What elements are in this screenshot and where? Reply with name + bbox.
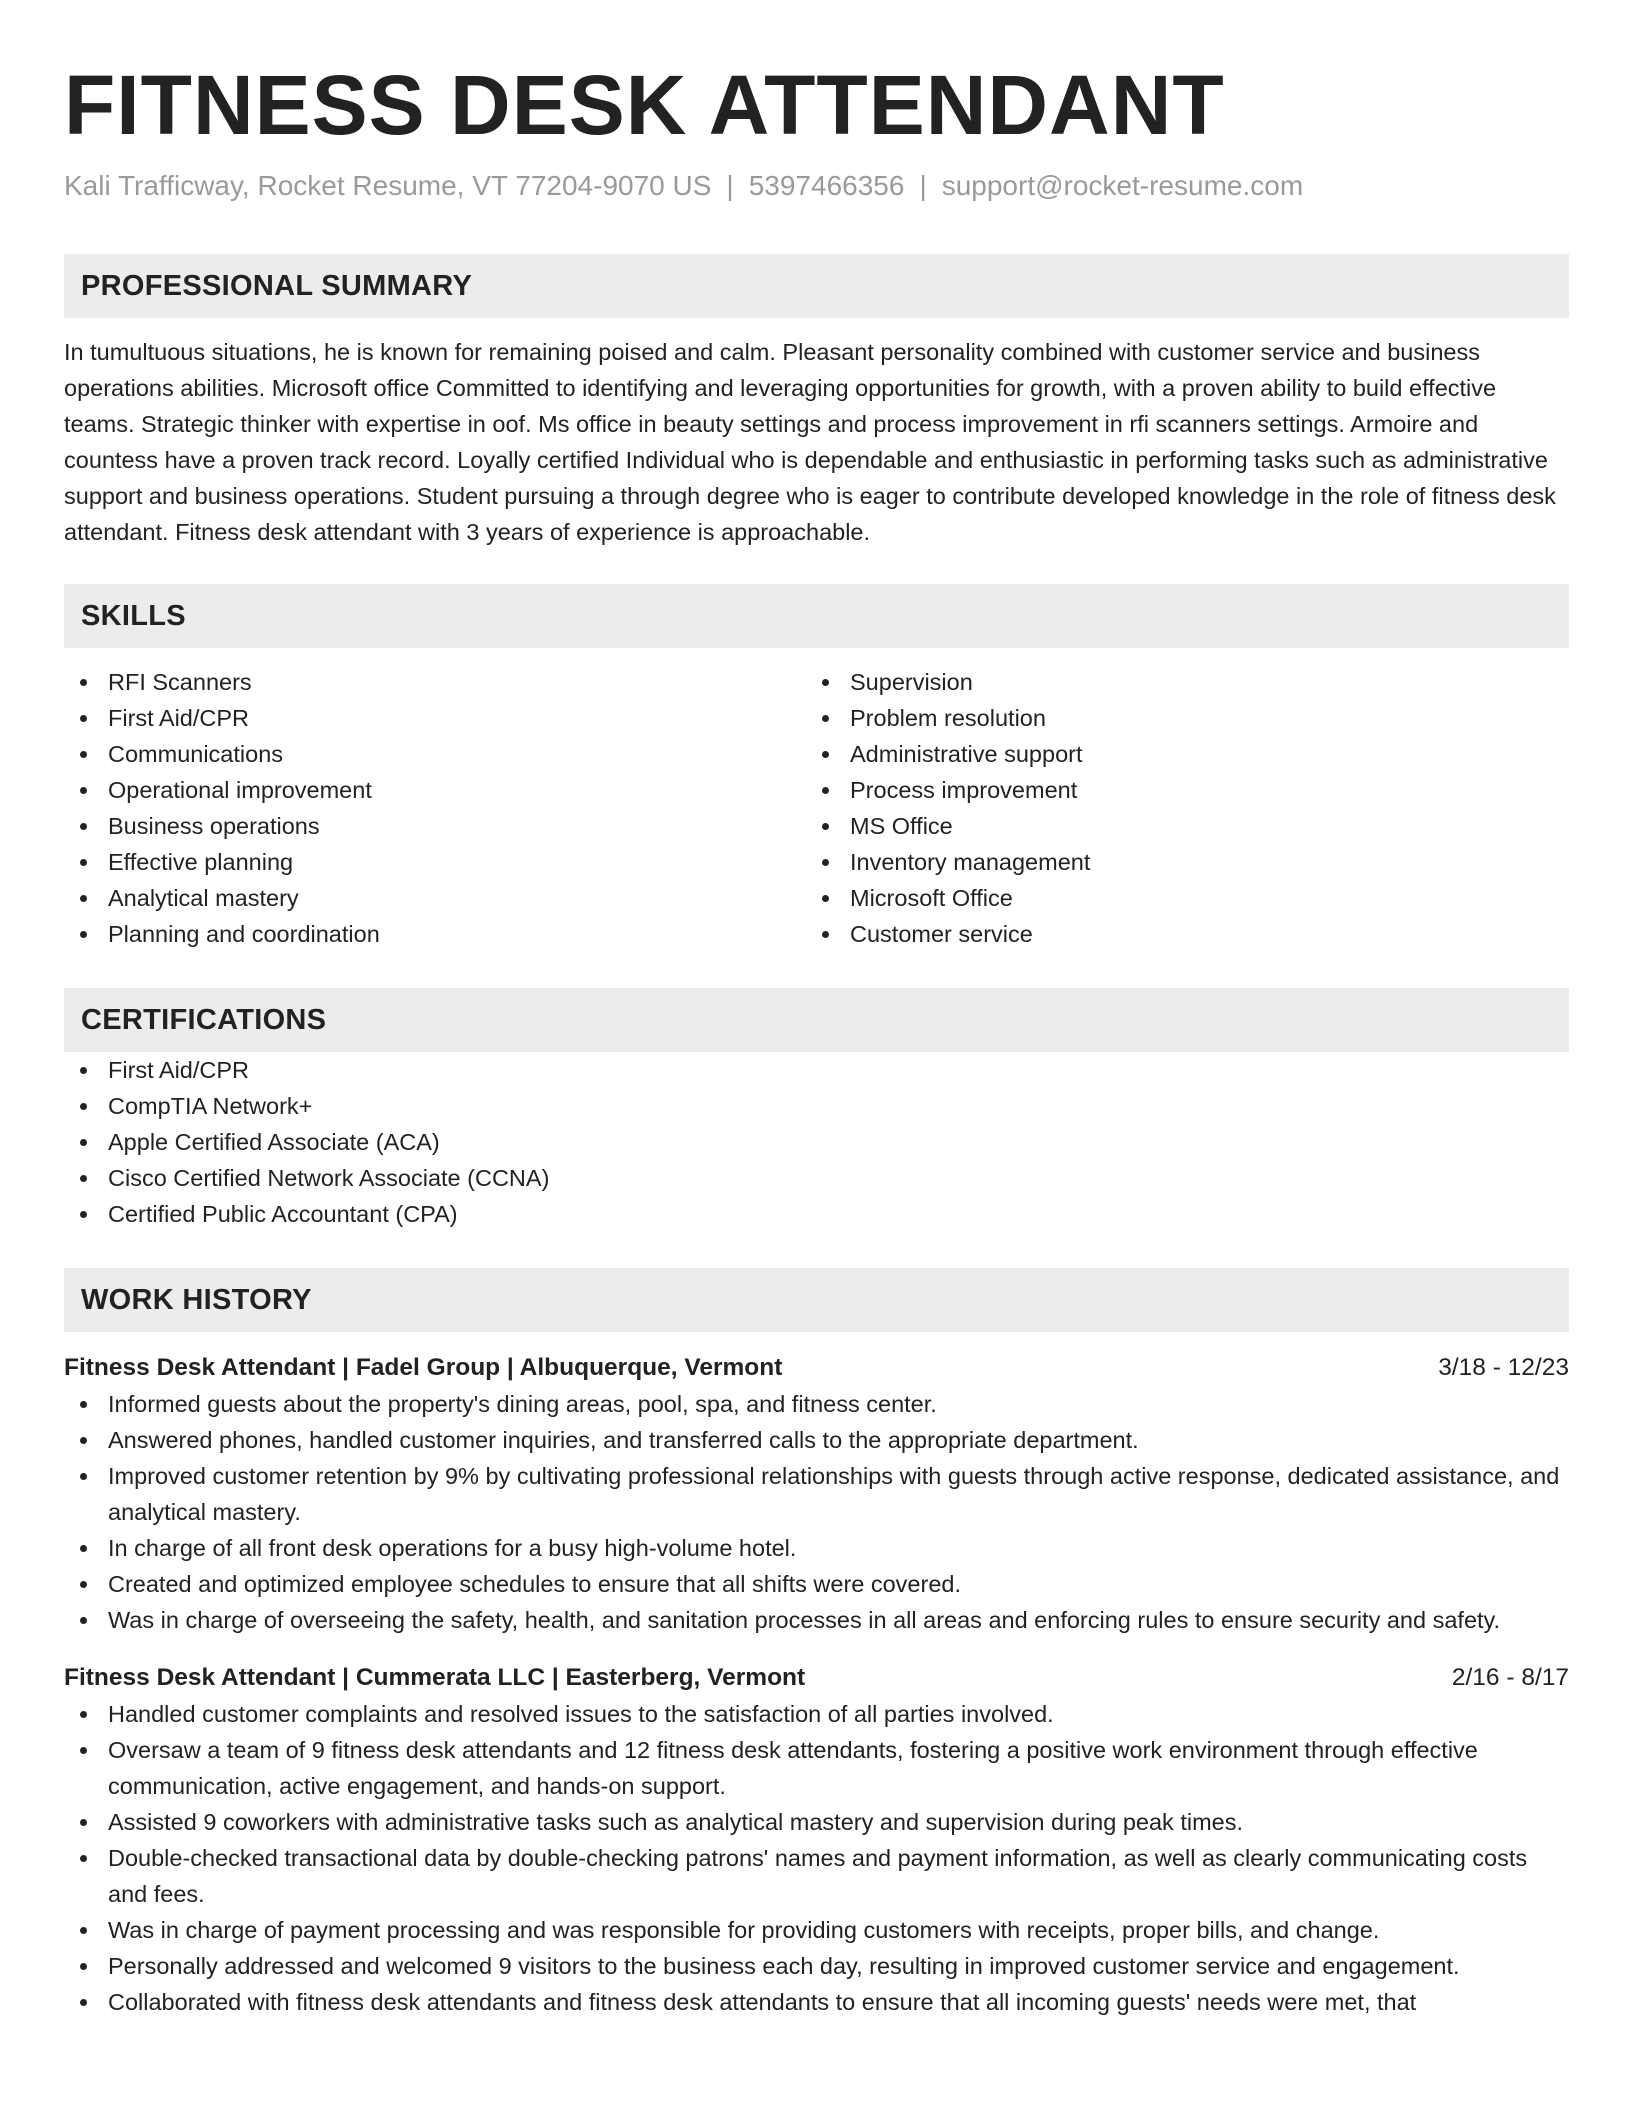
skill-item: Business operations <box>64 808 806 844</box>
certification-item: Apple Certified Associate (ACA) <box>64 1124 1569 1160</box>
section-heading: CERTIFICATIONS <box>64 988 1569 1052</box>
skills-section <box>64 584 1569 952</box>
summary-text: In tumultuous situations, he is known for remaining poised and calm. Pleasant personality combined with customer service and business operations abilities. Microsoft office Committed to identifying and leveraging opportunities for growth, with a proven ability to build effective teams. Strategic thinker with expertise in oof. Ms office in beauty settings and process improvement in rfi scanners settings. Armoire and countess have a proven track record. Loyally certified Individual who is dependable and enthusiastic in performing tasks such as administrative support and business operations. Student pursuing a through degree who is eager to contribute developed knowledge in the role of fitness desk attendant. Fitness desk attendant with 3 years of experience is approachable. <box>64 339 1556 545</box>
job-title: Fitness Desk Attendant | Fadel Group | Albuquerque, Vermont <box>64 1354 783 1381</box>
contact-line <box>64 168 1569 204</box>
skill-item: Customer service <box>806 916 1569 952</box>
job-bullet: Was in charge of overseeing the safety, health, and sanitation processes in all areas and enforcing rules to ensure security and safety. <box>64 1602 1569 1638</box>
certification-item: First Aid/CPR <box>64 1052 1569 1088</box>
skill-item: Administrative support <box>806 736 1569 772</box>
jobs-list <box>64 1350 1569 2020</box>
job-bullet: Double-checked transactional data by double-checking patrons' names and payment information, as well as clearly communicating costs and fees. <box>64 1840 1569 1912</box>
job-dates: 3/18 - 12/23 <box>1438 1354 1569 1381</box>
skill-item: Supervision <box>806 664 1569 700</box>
job-bullet: Created and optimized employee schedules to ensure that all shifts were covered. <box>64 1566 1569 1602</box>
job-bullet: Collaborated with fitness desk attendants and fitness desk attendants to ensure that all incoming guests' needs were met, that <box>64 1984 1569 2020</box>
resume-title: FITNESS DESK ATTENDANT <box>64 58 1225 152</box>
skill-item: RFI Scanners <box>64 664 806 700</box>
job-bullet: Personally addressed and welcomed 9 visitors to the business each day, resulting in improved customer service and engagement. <box>64 1948 1569 1984</box>
skill-item: Microsoft Office <box>806 880 1569 916</box>
skill-item: Planning and coordination <box>64 916 806 952</box>
skill-item: Inventory management <box>806 844 1569 880</box>
contact-separator: | <box>919 170 927 201</box>
skill-item: Operational improvement <box>64 772 806 808</box>
job-bullet: In charge of all front desk operations for a busy high-volume hotel. <box>64 1530 1569 1566</box>
job-bullet: Oversaw a team of 9 fitness desk attendants and 12 fitness desk attendants, fostering a positive work environment through effective communication, active engagement, and hands-on support. <box>64 1732 1569 1804</box>
job-bullet: Informed guests about the property's dining areas, pool, spa, and fitness center. <box>64 1386 1569 1422</box>
skill-item: Process improvement <box>806 772 1569 808</box>
skills-grid <box>64 664 1569 952</box>
certification-item: Cisco Certified Network Associate (CCNA) <box>64 1160 1569 1196</box>
job-dates: 2/16 - 8/17 <box>1451 1664 1569 1691</box>
job-bullet: Handled customer complaints and resolved issues to the satisfaction of all parties involved. <box>64 1696 1569 1732</box>
job-bullet: Was in charge of payment processing and was responsible for providing customers with receipts, proper bills, and change. <box>64 1912 1569 1948</box>
contact-phone: 5397466356 <box>748 170 905 201</box>
contact-address: Kali Trafficway, Rocket Resume, VT 77204-9070 US <box>64 170 712 201</box>
skill-item: Communications <box>64 736 806 772</box>
professional-summary-section <box>64 254 1569 550</box>
skill-item: Analytical mastery <box>64 880 806 916</box>
skill-item: Problem resolution <box>806 700 1569 736</box>
skill-item: Effective planning <box>64 844 806 880</box>
certifications-section <box>64 988 1569 1232</box>
section-heading: WORK HISTORY <box>64 1268 1569 1332</box>
job-header <box>64 1660 1569 1696</box>
section-heading: SKILLS <box>64 584 1569 648</box>
certification-item: Certified Public Accountant (CPA) <box>64 1196 1569 1232</box>
job-bullet: Assisted 9 coworkers with administrative tasks such as analytical mastery and supervision during peak times. <box>64 1804 1569 1840</box>
skills-left-list <box>64 664 806 952</box>
section-heading: PROFESSIONAL SUMMARY <box>64 254 1569 318</box>
job-bullets <box>64 1696 1569 2020</box>
job-bullets <box>64 1386 1569 1638</box>
certification-item: CompTIA Network+ <box>64 1088 1569 1124</box>
skills-right-list <box>806 664 1569 952</box>
certifications-list <box>64 1052 1569 1232</box>
work-history-section <box>64 1268 1569 2020</box>
job-bullet: Answered phones, handled customer inquiries, and transferred calls to the appropriate department. <box>64 1422 1569 1458</box>
job-entry <box>64 1660 1569 2020</box>
skill-item: First Aid/CPR <box>64 700 806 736</box>
job-bullet: Improved customer retention by 9% by cultivating professional relationships with guests through active response, dedicated assistance, and analytical mastery. <box>64 1458 1569 1530</box>
job-header <box>64 1350 1569 1386</box>
skill-item: MS Office <box>806 808 1569 844</box>
job-entry <box>64 1350 1569 1638</box>
contact-email: support@rocket-resume.com <box>941 170 1304 201</box>
job-title: Fitness Desk Attendant | Cummerata LLC | Easterberg, Vermont <box>64 1664 806 1691</box>
contact-separator: | <box>726 170 734 201</box>
